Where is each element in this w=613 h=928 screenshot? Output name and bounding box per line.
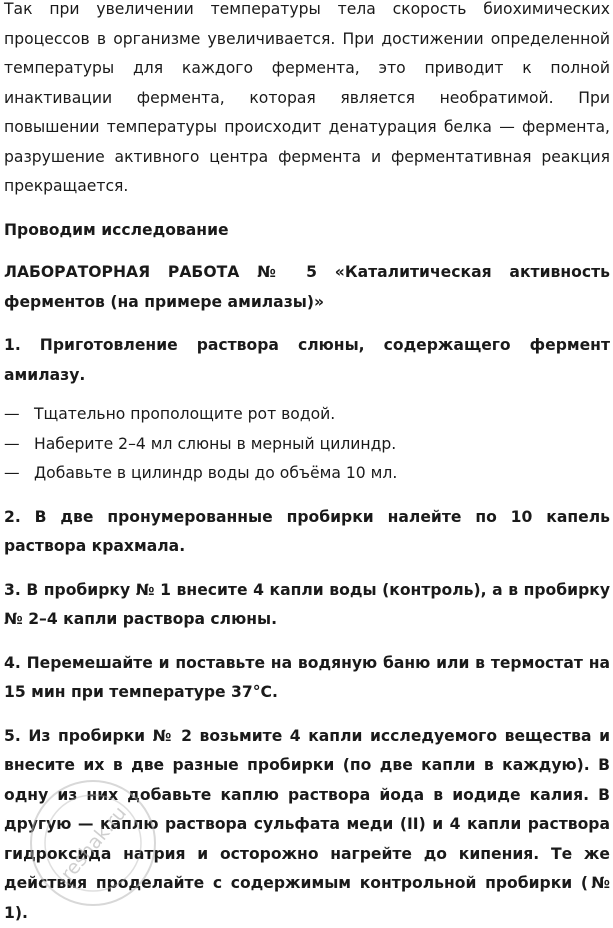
dash-marker: — xyxy=(4,459,34,489)
watermark-text: reshak.ru xyxy=(57,802,131,885)
step-4: 4. Перемешайте и поставьте на водяную баню или в термостат на 15 мин при температуре 37°С. xyxy=(4,649,610,708)
step-1-list xyxy=(4,400,610,489)
list-item-text: Наберите 2–4 мл слюны в мерный цилиндр. xyxy=(34,430,396,460)
section-heading: Проводим исследование xyxy=(4,216,610,246)
list-item xyxy=(4,459,610,489)
dash-marker: — xyxy=(4,400,34,430)
step-5: 5. Из пробирки № 2 возьмите 4 капли исследуемого вещества и внесите их в две разные пробирки (по две капли в каждую). В одну из них добавьте каплю раствора йода в иодиде калия. В другую — каплю раствора сульфата меди (II) и 4 капли раствора гидроксида натрия и осторожно нагрейте до кипения. Те же действия проделайте с содержимым контрольной пробирки (№ 1). xyxy=(4,722,610,928)
step-1: 1. Приготовление раствора слюны, содержащего фермент амилазу. xyxy=(4,331,610,390)
step-2: 2. В две пронумерованные пробирки налейте по 10 капель раствора крахмала. xyxy=(4,503,610,562)
list-item-text: Тщательно прополощите рот водой. xyxy=(34,400,335,430)
list-item xyxy=(4,430,610,460)
step-3: 3. В пробирку № 1 внесите 4 капли воды (контроль), а в пробирку № 2–4 капли раствора слюны. xyxy=(4,576,610,635)
dash-marker: — xyxy=(4,430,34,460)
list-item xyxy=(4,400,610,430)
intro-paragraph: Так при увеличении температуры тела скорость биохимических процессов в организме увеличивается. При достижении определенной температуры для каждого фермента, это приводит к полной инактивации фермента, которая является необратимой. При повышении температуры происходит денатурация белка — фермента, разрушение активного центра фермента и ферментативная реакция прекращается. xyxy=(4,0,610,202)
lab-title: ЛАБОРАТОРНАЯ РАБОТА № 5 «Каталитическая активность ферментов (на примере амилазы)» xyxy=(4,258,610,317)
document-page xyxy=(4,0,610,928)
list-item-text: Добавьте в цилиндр воды до объёма 10 мл. xyxy=(34,459,397,489)
